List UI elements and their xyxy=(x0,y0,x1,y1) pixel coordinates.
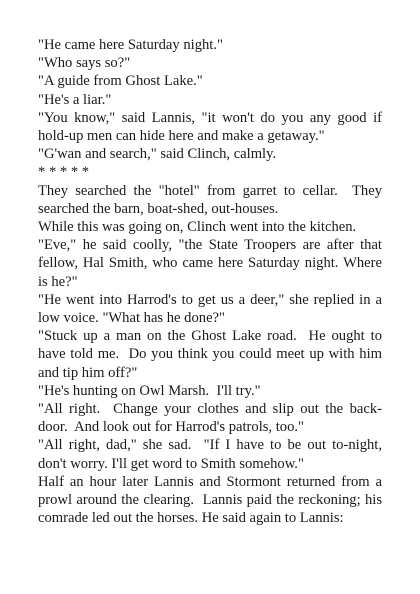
paragraph: "All right. Change your clothes and slip out the back-door. And look out for Harrod's patrols, too." xyxy=(38,401,382,436)
paragraph: "Stuck up a man on the Ghost Lake road. He ought to have told me. Do you think you could meet up with him and tip him off?" xyxy=(38,328,386,381)
paragraph: "You know," said Lannis, "it won't do you any good if hold-up men can hide here and make a getaway." xyxy=(38,109,386,145)
paragraph: "Who says so?" xyxy=(38,55,131,72)
paragraph: "Eve," he said coolly, "the State Troopers are after that fellow, Hal Smith, who came here Saturday night. Where is he?" xyxy=(38,237,386,290)
paragraph: "He came here Saturday night." xyxy=(38,37,223,53)
paragraph: "G'wan and search," said Clinch, calmly. xyxy=(38,146,277,163)
paragraph: "He's a liar." xyxy=(38,91,112,108)
paragraph: Half an hour later Lannis and Stormont returned from a prowl around the clearing. Lannis paid the reckoning; his comrade led out the horses. He said again to Lannis: xyxy=(38,473,386,527)
page-body xyxy=(38,36,386,527)
section-break: * * * * * xyxy=(38,164,90,181)
paragraph: "A guide from Ghost Lake." xyxy=(38,73,203,90)
paragraph: "He went into Harrod's to get us a deer," she replied in a low voice. "What has he done?" xyxy=(38,291,386,327)
paragraph: While this was going on, Clinch went into the kitchen. xyxy=(38,219,357,236)
paragraph: "All right, dad," she sad. "If I have to be out to-night, don't worry. I'll get word to Smith somehow." xyxy=(38,437,386,472)
paragraph: "He's hunting on Owl Marsh. I'll try." xyxy=(38,382,261,399)
paragraph: They searched the "hotel" from garret to cellar. They searched the barn, boat-shed, out-houses. xyxy=(38,182,386,217)
